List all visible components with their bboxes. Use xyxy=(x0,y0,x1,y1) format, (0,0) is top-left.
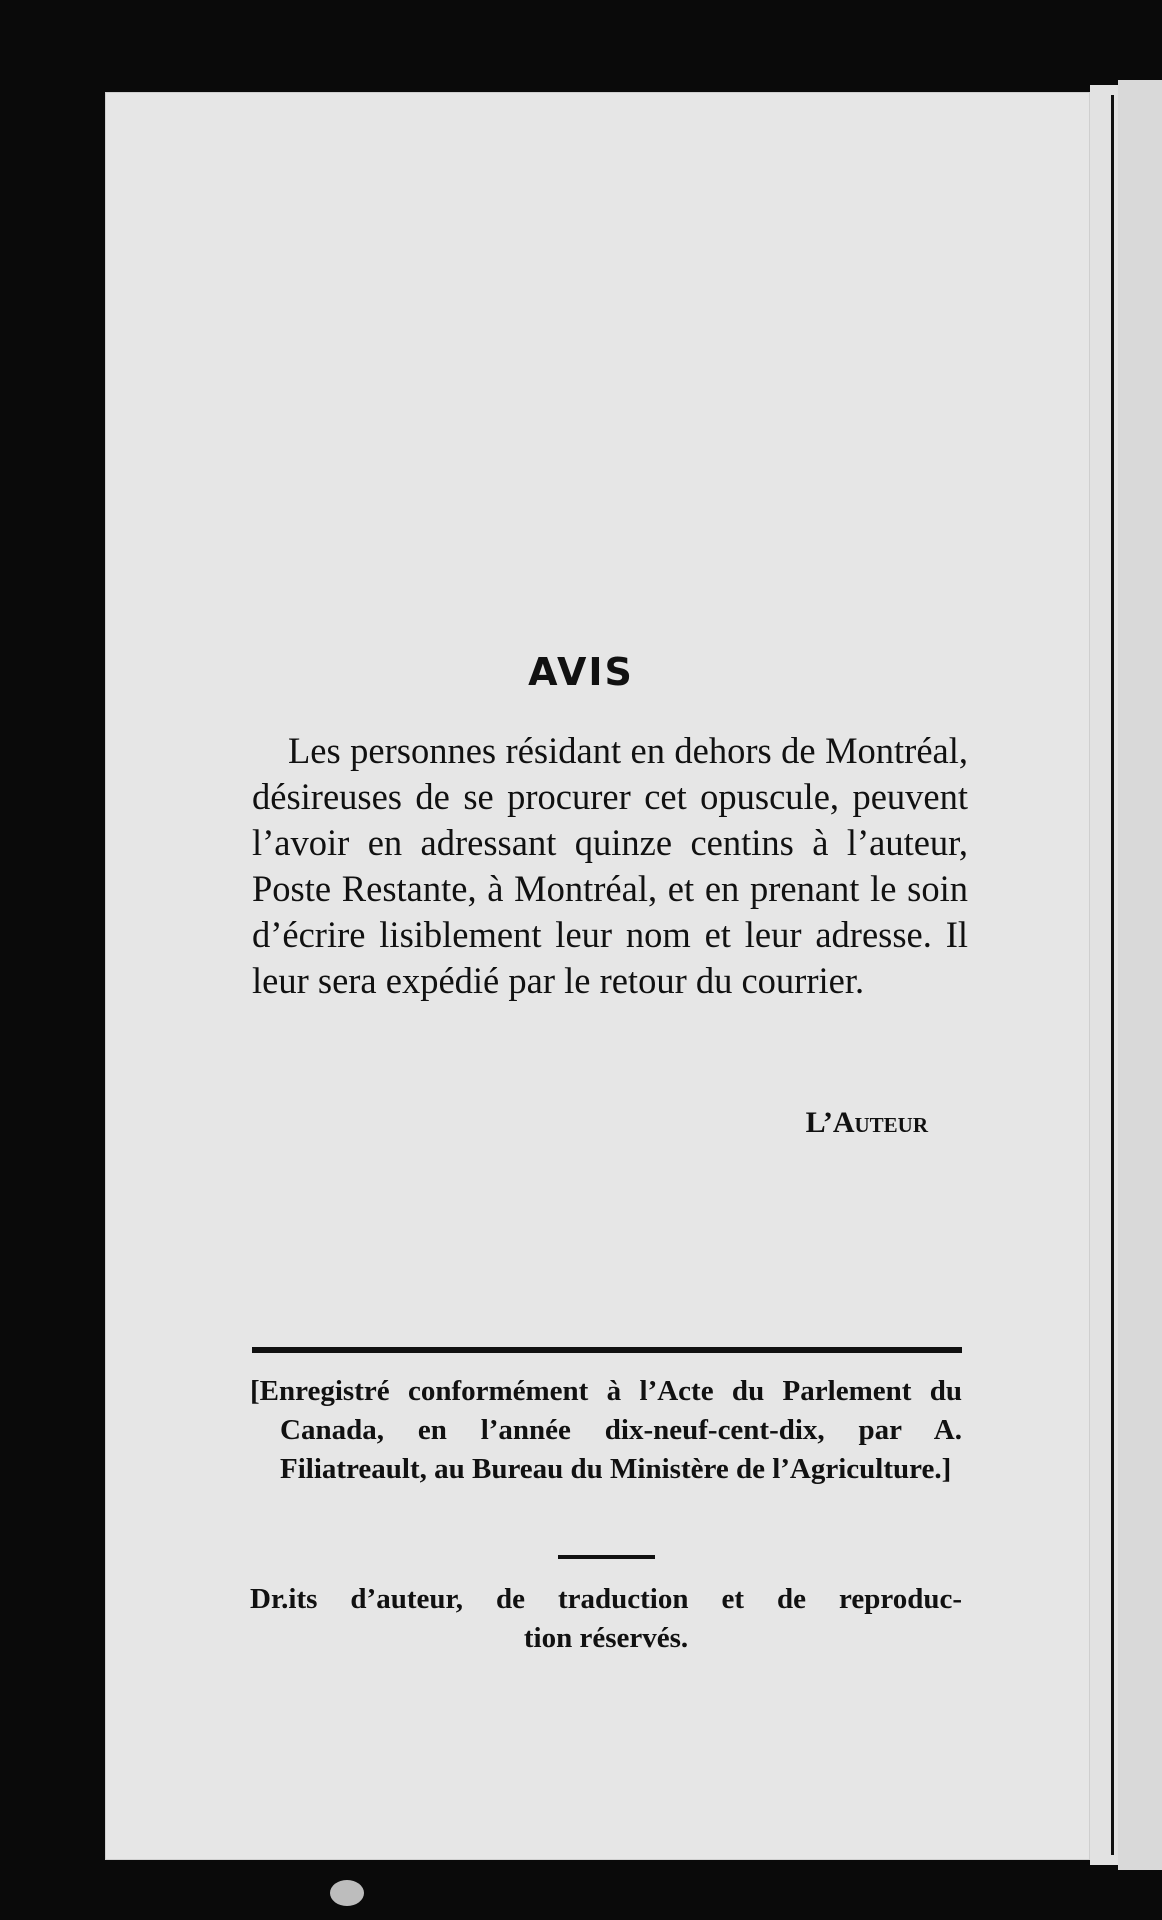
short-divider xyxy=(558,1555,655,1559)
notice-body: Les personnes résidant en dehors de Montréal, désireuses de se procurer cet opuscule, peuvent l’avoir en adressant quinze centins à l’auteur, Poste Restante, à Montréal, et en prenant le soin d’écrire lisiblement leur nom et leur adresse. Il leur sera expédié par le retour du courrier. xyxy=(252,730,968,1001)
notice-signature: L’Auteur xyxy=(805,1106,928,1139)
page-fold-line xyxy=(1111,95,1114,1855)
rights-line-1: Dr.its d’auteur, de traduction et de reproduc- xyxy=(250,1583,962,1615)
rights-line-2: tion réservés. xyxy=(523,1622,689,1654)
notice-title: AVIS xyxy=(528,650,634,694)
thick-divider xyxy=(252,1347,962,1353)
rights-reserved xyxy=(250,1580,962,1658)
scan-smudge xyxy=(330,1880,364,1906)
registration-notice: [Enregistré conformément à l’Acte du Parlement du Canada, en l’année dix-neuf-cent-dix, par A. Filiatreault, au Bureau du Ministère de l’Agriculture.] xyxy=(250,1375,962,1485)
adjacent-page-edge xyxy=(1118,80,1162,1870)
